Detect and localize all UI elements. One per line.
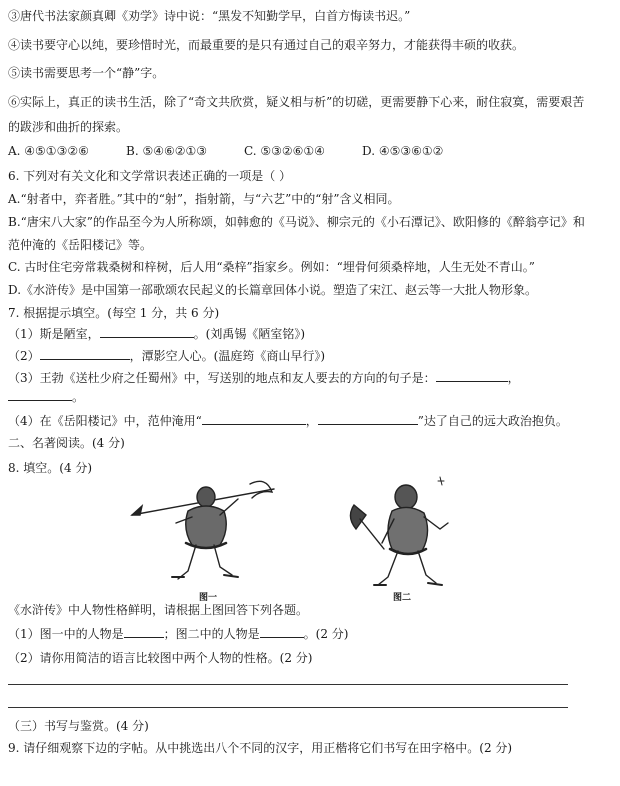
q5-option-b[interactable]: B. ⑤④⑥②①③ [126, 144, 207, 158]
q5-option-c[interactable]: C. ⑤③②⑥①④ [244, 144, 325, 158]
q8-item-2: （2）请你用简洁的语言比较图中两个人物的性格。(2 分) [8, 651, 313, 665]
q6-option-b-line2[interactable]: 范仲淹的《岳阳楼记》等。 [8, 238, 153, 252]
q5-item-3: ③唐代书法家颜真卿《劝学》诗中说：“黑发不知勤学早，白首方悔读书迟。” [8, 9, 411, 23]
q7-item-3-text: （3）王勃《送杜少府之任蜀州》中，写送别的地点和友人要去的方向的句子是： [8, 371, 436, 385]
q7-blank-2[interactable] [40, 348, 130, 360]
q7-blank-4[interactable] [8, 389, 72, 401]
q8-stem: 8. 填空。(4 分) [8, 461, 93, 475]
q7-item-4-comma: ， [305, 414, 318, 428]
q8-blank-2[interactable] [260, 626, 304, 638]
q5-item-6-line2: 的跋涉和曲折的探索。 [8, 120, 129, 134]
q7-blank-6[interactable] [318, 413, 418, 425]
q6-option-d[interactable]: D.《水浒传》是中国第一部歌颂农民起义的长篇章回体小说。塑造了宋江、赵云等一大批人物形象。 [8, 283, 538, 297]
q7-item-2-suffix: ，潭影空人心。(温庭筠《商山早行》) [129, 349, 326, 363]
q7-item-1-prefix: （1）斯是陋室， [8, 327, 100, 341]
q7-stem: 7. 根据提示填空。(每空 1 分，共 6 分) [8, 306, 220, 320]
q8-item-1 [8, 626, 612, 642]
figure-1-warrior-illustration [128, 477, 278, 589]
q6-option-a[interactable]: A.“射者中，弈者胜。”其中的“射”，指射箭，与“六艺”中的“射”含义相同。 [8, 192, 400, 206]
q5-option-a[interactable]: A. ④⑤①③②⑥ [8, 144, 89, 158]
section-3-heading: （三）书写与鉴赏。(4 分) [8, 719, 149, 733]
q7-item-2 [8, 348, 612, 364]
figure-2-warrior-illustration [340, 475, 462, 590]
figure-1-caption: 图一 [199, 593, 218, 603]
section-2-heading: 二、名著阅读。(4 分) [8, 436, 125, 450]
q8-item-1-suffix: 。(2 分) [303, 627, 349, 641]
q7-item-4-prefix: （4）在《岳阳楼记》中，范仲淹用“ [8, 414, 202, 428]
q7-item-1 [8, 326, 612, 342]
q7-item-3-comma: ， [507, 371, 520, 385]
q7-item-4 [8, 413, 612, 429]
q7-item-1-suffix: 。(刘禹锡《陋室铭》) [193, 327, 306, 341]
q8-intro: 《水浒传》中人物性格鲜明，请根据上图回答下列各题。 [8, 603, 309, 617]
q5-option-d[interactable]: D. ④⑤③⑥①② [362, 144, 444, 158]
q6-stem: 6. 下列对有关文化和文学常识表述正确的一项是（ ） [8, 169, 292, 183]
q8-item-1-mid: ；图二中的人物是 [163, 627, 260, 641]
figure-2-caption: 图二 [393, 593, 412, 603]
q7-item-4-suffix: ”达了自己的远大政治抱负。 [417, 414, 568, 428]
q5-item-6-line1: ⑥实际上，真正的读书生活，除了“奇文共欣赏，疑义相与析”的切磋，更需要静下心来，耐住寂寞，需要艰苦 [8, 95, 585, 109]
answer-line-1[interactable] [8, 684, 568, 685]
q9-stem: 9. 请仔细观察下边的字帖。从中挑选出八个不同的汉字，用正楷将它们书写在田字格中。(2 分) [8, 741, 513, 755]
q8-item-1-prefix: （1）图一中的人物是 [8, 627, 124, 641]
q6-option-b-line1[interactable]: B.“唐宋八大家”的作品至今为人所称颂，如韩愈的《马说》、柳宗元的《小石潭记》、欧阳修的《醉翁亭记》和 [8, 215, 585, 229]
q5-item-5: ⑤读书需要思考一个“静”字。 [8, 66, 165, 80]
q5-item-4: ④读书要守心以纯，要珍惜时光，而最重要的是只有通过自己的艰辛努力，才能获得丰硕的收获。 [8, 38, 525, 52]
q7-blank-5[interactable] [202, 413, 306, 425]
q8-blank-1[interactable] [124, 626, 164, 638]
q7-item-3-period: 。 [72, 390, 85, 404]
q7-item-3-cont [8, 389, 612, 405]
q7-item-3 [8, 370, 612, 386]
q7-blank-3[interactable] [436, 370, 508, 382]
q6-option-c[interactable]: C. 古时住宅旁常栽桑树和梓树，后人用“桑梓”指家乡。例如：“埋骨何须桑梓地，人生无处不青山。” [8, 260, 535, 274]
q7-item-2-prefix: （2） [8, 349, 40, 363]
q7-blank-1[interactable] [100, 326, 194, 338]
answer-line-2[interactable] [8, 707, 568, 708]
q5-options [8, 143, 612, 159]
